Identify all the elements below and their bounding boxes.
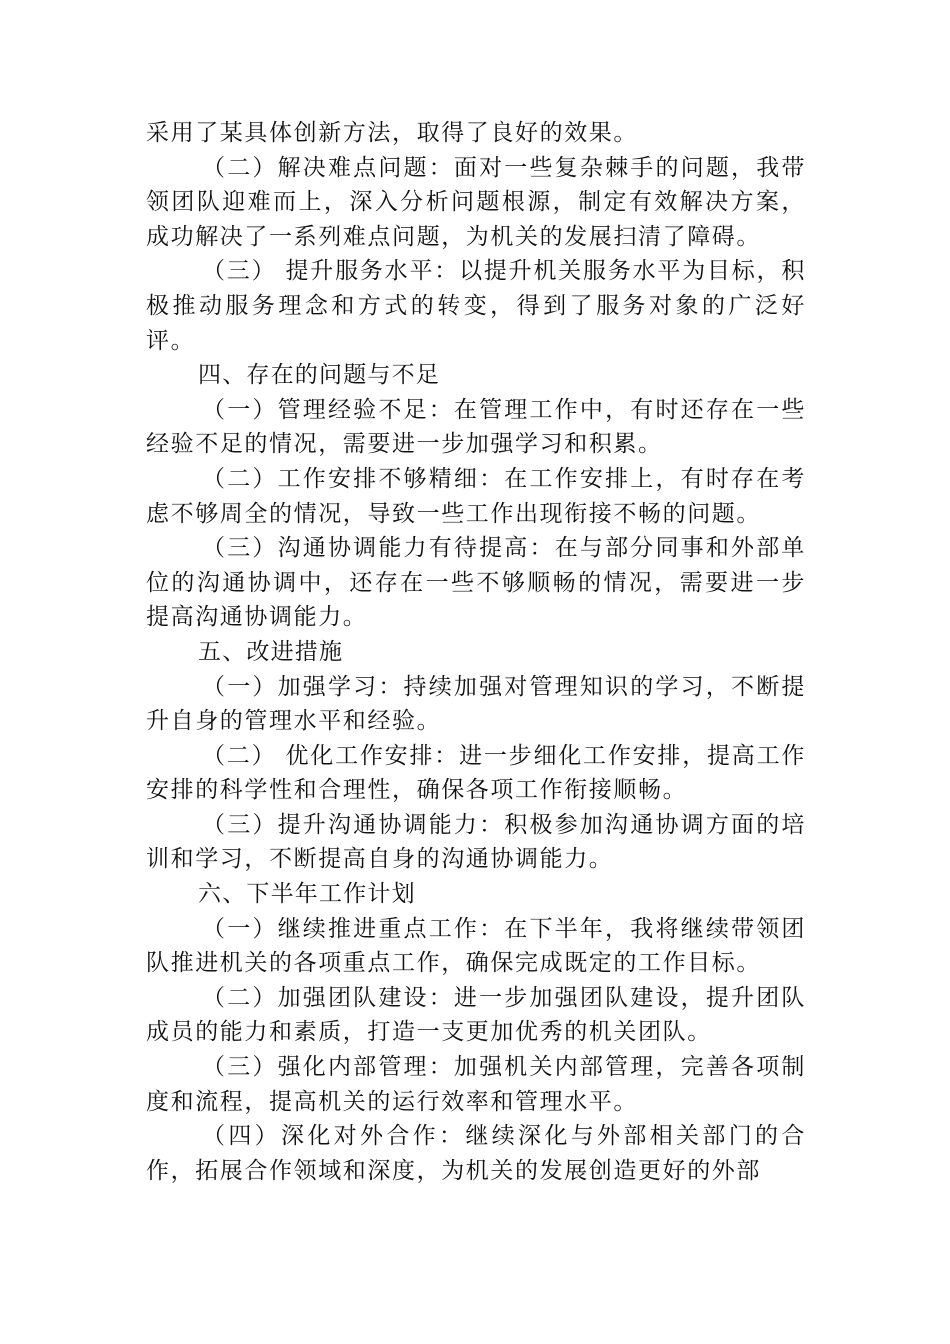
document-body <box>146 116 806 1188</box>
body-paragraph <box>146 254 806 358</box>
paragraph-lead: （二）工作安排不够精细： <box>202 465 505 492</box>
paragraph-text: 进一步细化工作安排，提高工作安排的科学性和合理性，确保各项工作衔接顺畅。 <box>146 742 806 804</box>
body-paragraph <box>146 151 806 255</box>
body-paragraph <box>146 531 806 635</box>
paragraph-lead: （二） 优化工作安排： <box>202 742 460 769</box>
body-paragraph <box>146 739 806 808</box>
paragraph-lead: （二）加强团队建设： <box>202 984 454 1011</box>
body-paragraph <box>146 1050 806 1119</box>
paragraph-lead: （四）深化对外合作： <box>202 1123 466 1150</box>
paragraph-lead: （一）管理经验不足： <box>202 396 454 423</box>
paragraph-text: 以提升机关服务水平为目标，积极推动服务理念和方式的转变，得到了服务对象的广泛好评。 <box>146 258 806 354</box>
body-paragraph <box>146 462 806 531</box>
paragraph-lead: （三）强化内部管理： <box>202 1054 454 1081</box>
body-paragraph <box>146 808 806 877</box>
paragraph-text: 积极参加沟通协调方面的培训和学习，不断提高自身的沟通协调能力。 <box>146 811 806 873</box>
section-heading: 四、存在的问题与不足 <box>198 362 440 389</box>
paragraph-lead: （三）提升沟通协调能力： <box>202 811 505 838</box>
paragraph-text: 加强机关内部管理，完善各项制度和流程，提高机关的运行效率和管理水平。 <box>146 1054 807 1115</box>
paragraph-lead: （三） 提升服务水平： <box>202 258 460 285</box>
section-heading: 六、下半年工作计划 <box>198 881 416 908</box>
section-heading: 五、改进措施 <box>198 638 344 665</box>
body-paragraph <box>146 116 806 151</box>
paragraph-text: 持续加强对管理知识的学习，不断提升自身的管理水平和经验。 <box>146 673 806 735</box>
body-paragraph <box>146 393 806 462</box>
paragraph-lead: （二）解决难点问题： <box>202 154 454 181</box>
paragraph-text: 继续深化与外部相关部门的合作，拓展合作领域和深度，为机关的发展创造更好的外部 <box>146 1123 806 1184</box>
body-paragraph <box>146 670 806 739</box>
paragraph-text: 在与部分同事和外部单位的沟通协调中，还存在一些不够顺畅的情况，需要进一步提高沟通协调能力。 <box>146 535 807 631</box>
paragraph-text: 在工作安排上，有时存在考虑不够周全的情况，导致一些工作出现衔接不畅的问题。 <box>146 465 806 527</box>
body-paragraph <box>146 1119 806 1188</box>
body-paragraph <box>146 912 806 981</box>
paragraph-lead: （一）继续推进重点工作： <box>202 915 505 942</box>
paragraph-text: 在下半年，我将继续带领团队推进机关的各项重点工作，确保完成既定的工作目标。 <box>146 915 806 977</box>
paragraph-text: 进一步加强团队建设，提升团队成员的能力和素质，打造一支更加优秀的机关团队。 <box>146 984 807 1046</box>
paragraph-lead: （三）沟通协调能力有待提高： <box>202 535 555 562</box>
paragraph-text: 面对一些复杂棘手的问题，我带领团队迎难而上，深入分析问题根源，制定有效解决方案，成功解决了一系列难点问题，为机关的发展扫清了障碍。 <box>146 154 807 250</box>
paragraph-text: 采用了某具体创新方法，取得了良好的效果。 <box>146 120 638 146</box>
paragraph-lead: （一）加强学习： <box>202 673 404 700</box>
paragraph-text: 在管理工作中，有时还存在一些经验不足的情况，需要进一步加强学习和积累。 <box>146 396 807 458</box>
body-paragraph <box>146 981 806 1050</box>
